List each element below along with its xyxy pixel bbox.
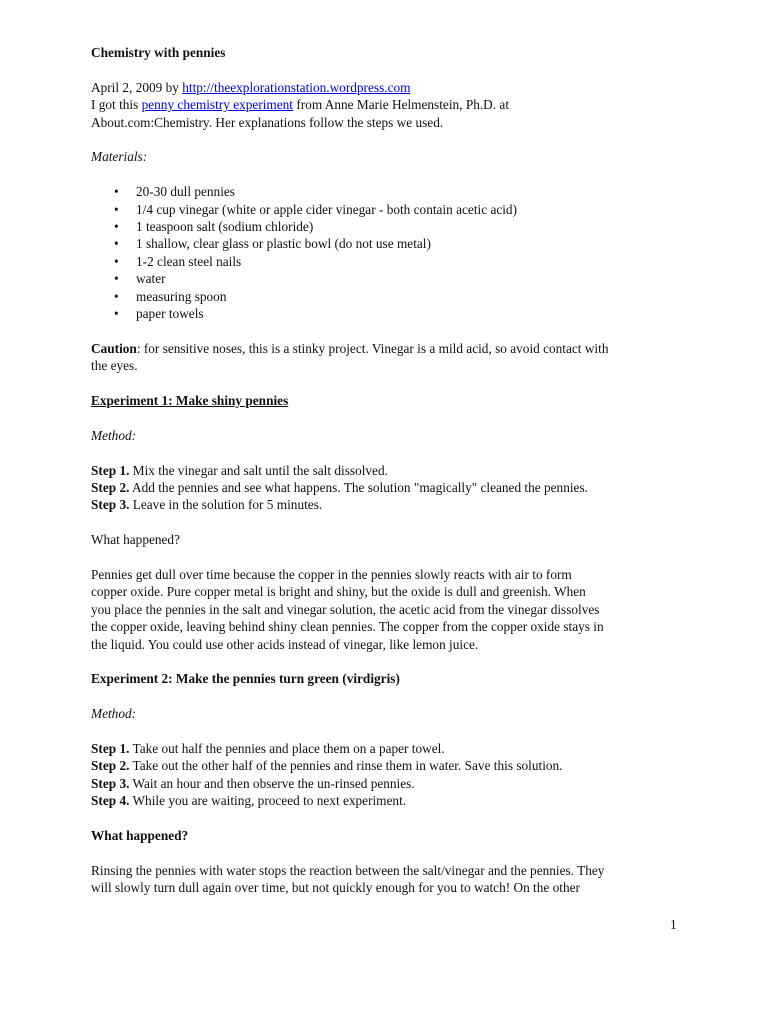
explanation-line: the copper oxide, leaving behind shiny clean pennies. The copper from the copper oxide stays in <box>91 619 604 635</box>
document-title: Chemistry with pennies <box>91 45 226 60</box>
step-label: Step 3. <box>91 775 130 791</box>
explanation-line: the liquid. You could use other acids instead of vinegar, like lemon juice. <box>91 636 479 652</box>
explanation-line: you place the pennies in the salt and vinegar solution, the acetic acid from the vinegar dissolves <box>91 601 600 617</box>
explanation-line: copper oxide. Pure copper metal is bright and shiny, but the oxide is dull and greenish. When <box>91 584 586 600</box>
step-text: Mix the vinegar and salt until the salt dissolved. <box>129 462 388 478</box>
page-number: 1 <box>670 917 677 932</box>
experiment-2-method-label: Method: <box>91 706 137 722</box>
intro-line-1 <box>91 96 691 113</box>
list-item: • 1 shallow, clear glass or plastic bowl (do not use metal) <box>91 235 691 252</box>
experiment-2-what-happened: What happened? <box>91 828 189 844</box>
experiment-1-step <box>91 479 691 496</box>
step-text: While you are waiting, proceed to next experiment. <box>129 793 407 809</box>
explanation-line: will slowly turn dull again over time, but not quickly enough for you to watch! On the other <box>91 880 580 896</box>
penny-experiment-link[interactable]: penny chemistry experiment <box>141 97 293 113</box>
step-text: Take out half the pennies and place them on a paper towel. <box>129 741 445 757</box>
byline-date: April 2, 2009 by <box>91 79 183 95</box>
list-item: • 1 teaspoon salt (sodium chloride) <box>91 218 691 235</box>
source-url-link[interactable]: http://theexplorationstation.wordpress.com <box>182 79 411 95</box>
experiment-1-what-happened: What happened? <box>91 532 180 548</box>
explanation-line: Pennies get dull over time because the copper in the pennies slowly reacts with air to form <box>91 567 572 583</box>
explanation-line: Rinsing the pennies with water stops the reaction between the salt/vinegar and the pennies. They <box>91 862 605 878</box>
list-item: • 1-2 clean steel nails <box>91 253 691 270</box>
list-item: • 1/4 cup vinegar (white or apple cider vinegar - both contain acetic acid) <box>91 201 691 218</box>
byline <box>91 79 691 96</box>
intro-text-pre: I got this <box>91 97 142 113</box>
step-text: Leave in the solution for 5 minutes. <box>129 497 323 513</box>
experiment-1-step <box>91 462 691 479</box>
experiment-1-step <box>91 496 691 513</box>
step-label: Step 3. <box>91 497 130 513</box>
list-item: • measuring spoon <box>91 288 691 305</box>
experiment-2-step <box>91 740 691 757</box>
step-label: Step 1. <box>91 462 130 478</box>
caution-label: Caution <box>91 340 137 356</box>
experiment-2-step <box>91 775 691 792</box>
experiment-2-step <box>91 757 691 774</box>
experiment-1-heading: Experiment 1: Make shiny pennies <box>91 393 289 409</box>
experiment-2-step <box>91 792 691 809</box>
intro-line-2: About.com:Chemistry. Her explanations follow the steps we used. <box>91 114 444 130</box>
step-label: Step 2. <box>91 758 130 774</box>
step-text: Add the pennies and see what happens. The solution "magically" cleaned the pennies. <box>129 480 588 496</box>
experiment-2-heading: Experiment 2: Make the pennies turn green (virdigris) <box>91 671 400 687</box>
step-label: Step 1. <box>91 741 130 757</box>
intro-text-post: from Anne Marie Helmenstein, Ph.D. at <box>293 97 510 113</box>
step-text: Take out the other half of the pennies and rinse them in water. Save this solution. <box>129 758 563 774</box>
materials-list <box>91 183 691 322</box>
caution-text: : for sensitive noses, this is a stinky project. Vinegar is a mild acid, so avoid contact with <box>136 340 609 356</box>
materials-heading: Materials: <box>91 149 148 165</box>
list-item: • 20-30 dull pennies <box>91 183 691 200</box>
list-item: • water <box>91 270 691 287</box>
document-body <box>91 44 691 897</box>
step-label: Step 4. <box>91 793 130 809</box>
step-text: Wait an hour and then observe the un-rinsed pennies. <box>129 775 415 791</box>
list-item: • paper towels <box>91 305 691 322</box>
step-label: Step 2. <box>91 480 130 496</box>
experiment-1-method-label: Method: <box>91 427 137 443</box>
caution-line-2: the eyes. <box>91 358 138 374</box>
caution-line-1 <box>91 340 691 357</box>
